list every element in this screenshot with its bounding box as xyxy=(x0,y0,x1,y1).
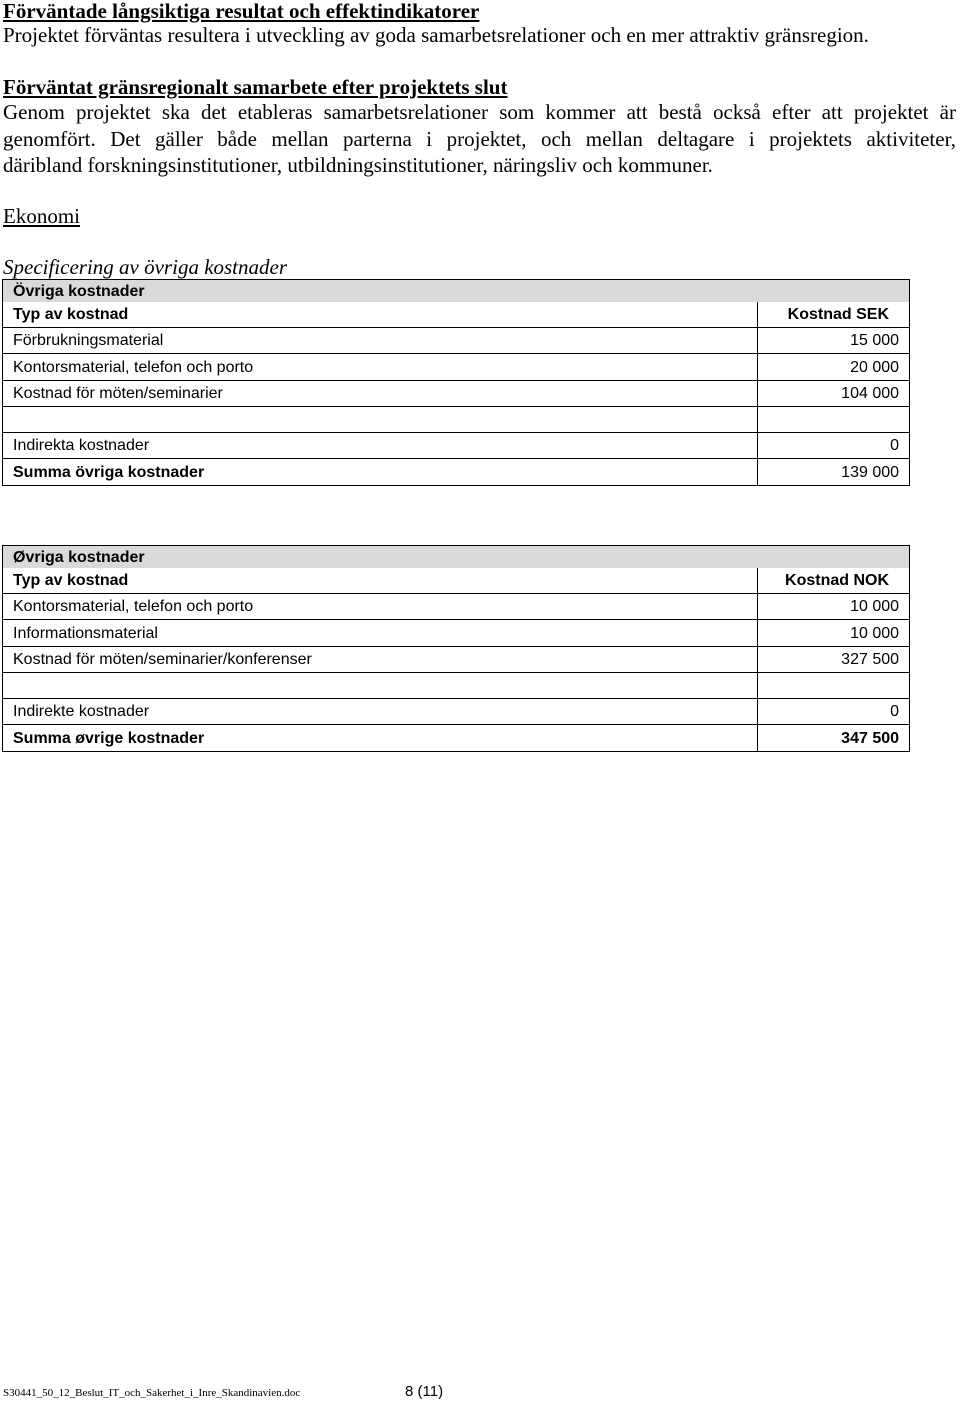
subheading-other-costs: Specificering av övriga kostnader xyxy=(3,255,288,279)
column-header-cost: Kostnad SEK xyxy=(758,302,910,328)
table-row-indirect xyxy=(3,433,910,459)
sum-label: Summa øvrige kostnader xyxy=(3,725,758,751)
table-header-row xyxy=(3,568,910,594)
row-value: 10 000 xyxy=(758,620,910,646)
table-row xyxy=(3,354,910,380)
row-label: Kontorsmaterial, telefon och porto xyxy=(3,594,758,620)
other-costs-table-sek xyxy=(2,279,910,486)
row-label: Kostnad för möten/seminarier xyxy=(3,380,758,406)
table-row xyxy=(3,646,910,672)
table-row-indirect xyxy=(3,699,910,725)
column-header-type: Typ av kostnad xyxy=(3,302,758,328)
indirect-value: 0 xyxy=(758,699,910,725)
empty-cell xyxy=(758,406,910,432)
sum-value: 139 000 xyxy=(758,459,910,485)
table-row xyxy=(3,594,910,620)
table-row-empty xyxy=(3,672,910,698)
table-row-sum xyxy=(3,459,910,485)
other-costs-table-nok xyxy=(2,545,910,752)
paragraph-long-term-results: Projektet förväntas resultera i utveckling av goda samarbetsrelationer och en mer attraktiv gränsregion. xyxy=(3,23,869,47)
sum-value: 347 500 xyxy=(758,725,910,751)
table-title-row xyxy=(3,546,910,568)
row-value: 104 000 xyxy=(758,380,910,406)
heading-cross-border-cooperation: Förväntat gränsregionalt samarbete efter projektets slut xyxy=(3,75,508,99)
empty-cell xyxy=(758,672,910,698)
indirect-value: 0 xyxy=(758,433,910,459)
row-label: Kostnad för möten/seminarier/konferenser xyxy=(3,646,758,672)
paragraph-line-2: genomfört. Det gäller både mellan parterna i projektet, och mellan deltagare i projektets aktiviteter, xyxy=(3,127,956,151)
row-value: 20 000 xyxy=(758,354,910,380)
table-row xyxy=(3,380,910,406)
indirect-label: Indirekta kostnader xyxy=(3,433,758,459)
sum-label: Summa övriga kostnader xyxy=(3,459,758,485)
table-row xyxy=(3,328,910,354)
column-header-type: Typ av kostnad xyxy=(3,568,758,594)
footer-document-name: S30441_50_12_Beslut_IT_och_Sakerhet_i_Inre_Skandinavien.doc xyxy=(3,1387,301,1399)
paragraph-line-1: Genom projektet ska det etableras samarbetsrelationer som kommer att bestå också efter att projektet är xyxy=(3,100,956,124)
table-title: Øvriga kostnader xyxy=(3,546,910,568)
table-header-row xyxy=(3,302,910,328)
row-value: 10 000 xyxy=(758,594,910,620)
indirect-label: Indirekte kostnader xyxy=(3,699,758,725)
row-value: 327 500 xyxy=(758,646,910,672)
empty-cell xyxy=(3,406,758,432)
table-row xyxy=(3,620,910,646)
row-label: Förbrukningsmaterial xyxy=(3,328,758,354)
row-label: Informationsmaterial xyxy=(3,620,758,646)
heading-economy: Ekonomi xyxy=(3,204,80,228)
row-value: 15 000 xyxy=(758,328,910,354)
paragraph-line-3: däribland forskningsinstitutioner, utbildningsinstitutioner, näringsliv och kommuner. xyxy=(3,153,713,177)
heading-long-term-results: Förväntade långsiktiga resultat och effektindikatorer xyxy=(3,0,480,23)
row-label: Kontorsmaterial, telefon och porto xyxy=(3,354,758,380)
column-header-cost: Kostnad NOK xyxy=(758,568,910,594)
table-row-sum xyxy=(3,725,910,751)
table-title-row xyxy=(3,280,910,302)
empty-cell xyxy=(3,672,758,698)
footer-page-number: 8 (11) xyxy=(405,1383,444,1400)
table-title: Övriga kostnader xyxy=(3,280,910,302)
table-row-empty xyxy=(3,406,910,432)
